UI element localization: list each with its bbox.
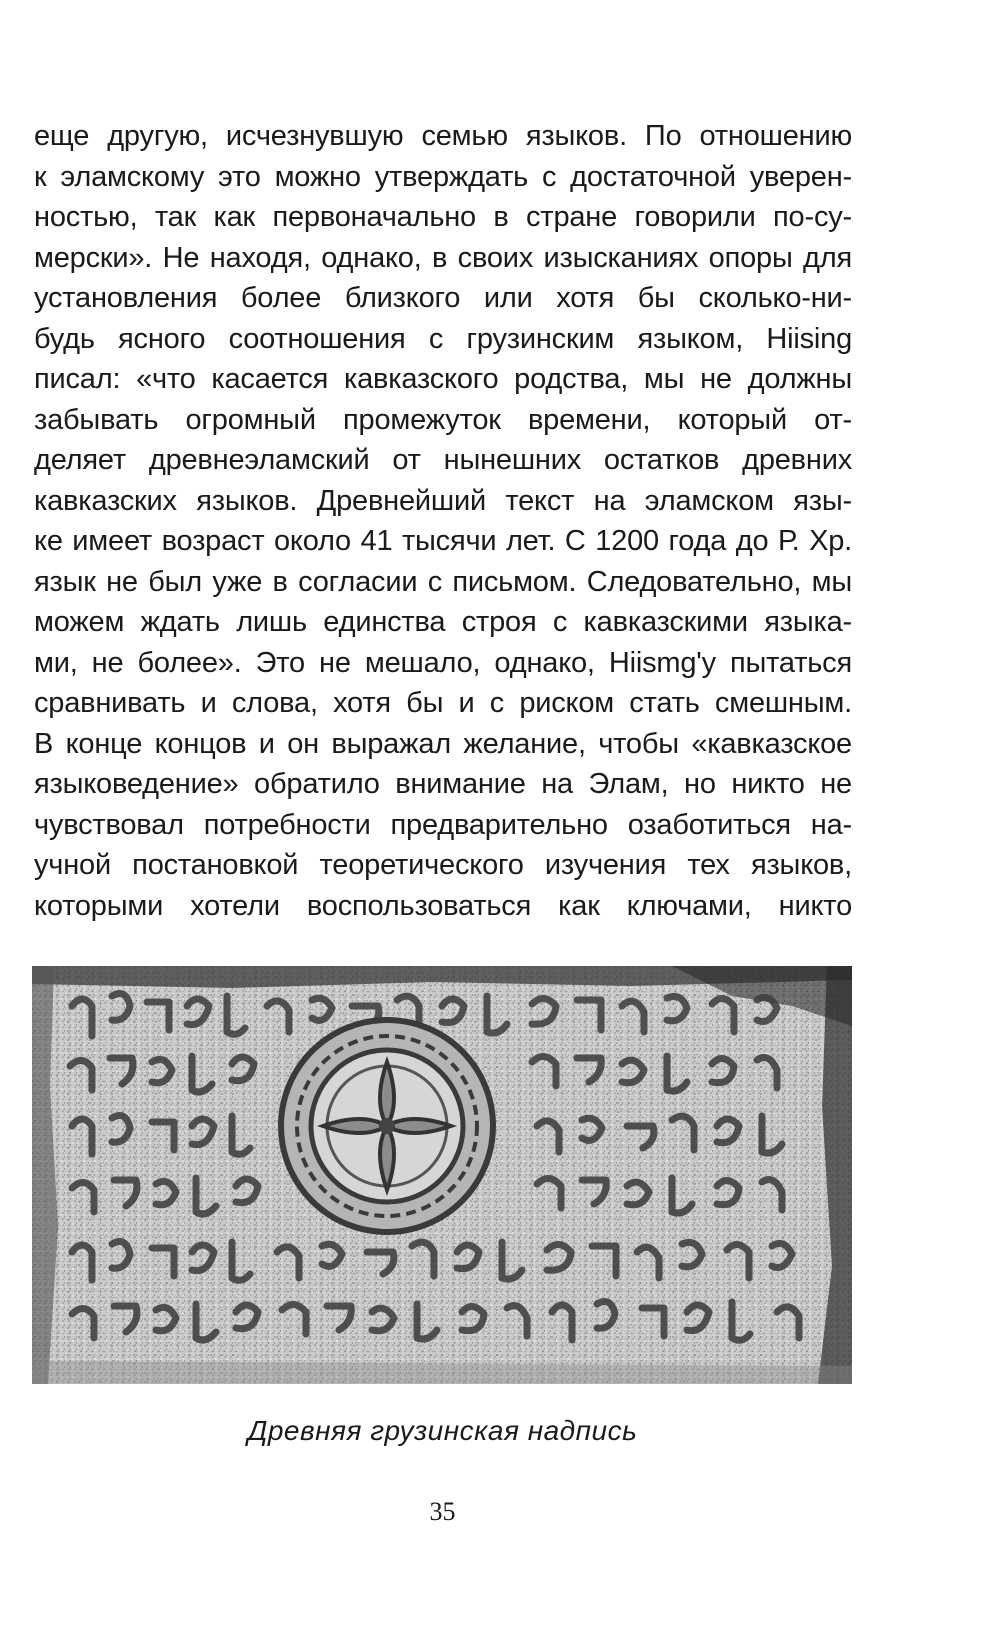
body-text xyxy=(34,116,852,926)
inscription-photo xyxy=(32,966,852,1384)
text-line: язык не был уже в согласии с письмом. Следовательно, мы xyxy=(34,565,852,598)
text-line: чувствовал потребности предварительно озаботиться на- xyxy=(34,808,852,841)
text-line: кавказских языков. Древнейший текст на эламском язы- xyxy=(34,484,852,517)
figure-caption: Древняя грузинская надпись xyxy=(247,1415,638,1446)
text-line: еще другую, исчезнувшую семью языков. По отношению xyxy=(34,120,852,152)
text-line: забывать огромный промежуток времени, который от- xyxy=(34,403,852,436)
text-line: сравнивать и слова, хотя бы и с риском стать смешным. xyxy=(34,687,852,719)
text-line: ми, не более». Это не мешало, однако, Hiismg'у пытаться xyxy=(34,646,852,679)
text-line: которыми хотели воспользоваться как ключами, никто xyxy=(34,889,852,922)
text-line: к эламскому это можно утверждать с достаточной уверен- xyxy=(34,160,852,193)
text-line: ностью, так как первоначально в стране говорили по-су- xyxy=(34,201,852,233)
stone-inscription-image xyxy=(32,966,852,1384)
text-line: ке имеет возраст около 41 тысячи лет. С 1200 года до Р. Хр. xyxy=(34,525,852,557)
text-line: деляет древнеэламский от нынешних остатков древних xyxy=(34,444,852,476)
page-number: 35 xyxy=(429,1497,456,1526)
text-line: можем ждать лишь единства строя с кавказскими языка- xyxy=(34,606,852,638)
text-line: установления более близкого или хотя бы сколько-ни- xyxy=(34,282,852,314)
text-line: будь ясного соотношения с грузинским языком, Hiising xyxy=(34,322,852,355)
text-line: В конце концов и он выражал желание, чтобы «кавказское xyxy=(34,727,852,760)
text-line: языковедение» обратило внимание на Элам, но никто не xyxy=(34,768,852,800)
text-line: писал: «что касается кавказского родства, мы не должны xyxy=(34,363,852,395)
text-line: мерски». Не находя, однако, в своих изысканиях опоры для xyxy=(34,241,852,274)
cross-rosette-icon xyxy=(281,1020,493,1232)
text-line: учной постановкой теоретического изучения тех языков, xyxy=(34,849,852,881)
